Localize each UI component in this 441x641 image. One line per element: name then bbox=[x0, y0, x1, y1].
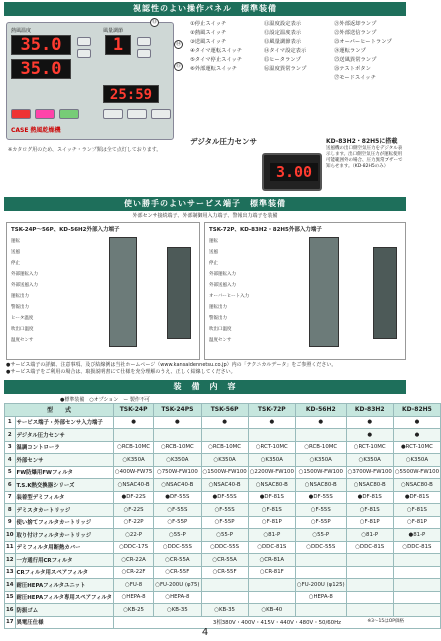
table-cell: ○DDC-81S bbox=[346, 541, 393, 554]
row-number: 15 bbox=[5, 591, 16, 604]
table-cell bbox=[393, 554, 440, 567]
table-cell bbox=[248, 429, 295, 442]
col-type-header: 型 式 bbox=[5, 404, 114, 417]
table-cell: ○CR-55F bbox=[154, 566, 201, 579]
table-cell bbox=[154, 429, 201, 442]
sensor-title: デジタル圧力センサ bbox=[190, 137, 258, 146]
stop-button[interactable] bbox=[11, 109, 31, 119]
model-header: TSK-72P bbox=[248, 404, 295, 417]
row-number: 8 bbox=[5, 504, 16, 517]
row-label: デミスタカートリッジ bbox=[15, 504, 113, 517]
table-cell: ○RCT-10MC bbox=[248, 441, 295, 454]
terminal-label: オーバーヒート入力 bbox=[209, 294, 250, 299]
terminal-block bbox=[109, 237, 137, 347]
table-cell: ○55-P bbox=[295, 529, 346, 542]
section1-title-band: 視認性のよい操作パネル 標準装備 bbox=[4, 2, 406, 16]
row-number: 10 bbox=[5, 529, 16, 542]
table-row bbox=[5, 529, 441, 542]
callout-number: ⑮ bbox=[175, 63, 181, 69]
table-cell: ○F-22S bbox=[113, 504, 153, 517]
table-cell: ○NSAC80-B bbox=[393, 479, 440, 492]
table-row bbox=[5, 541, 441, 554]
terminal-strip bbox=[373, 247, 397, 339]
table-cell bbox=[346, 591, 393, 604]
panel-brand: CASE 熱風乾燥機 bbox=[11, 127, 61, 134]
terminal-strip bbox=[167, 247, 191, 339]
table-cell: ○5500W-FW100 bbox=[393, 466, 440, 479]
table-cell: ● bbox=[346, 416, 393, 429]
table-cell: ○KB-35 bbox=[201, 604, 248, 617]
row-number: 14 bbox=[5, 579, 16, 592]
table-cell: ○KB-25 bbox=[113, 604, 153, 617]
table-cell: ○81-P bbox=[248, 529, 295, 542]
table-cell: ○DDC-55S bbox=[295, 541, 346, 554]
terminal-box-left-title: TSK-24P〜56P、KD-56H2外部入力端子 bbox=[11, 227, 120, 233]
model-header: TSK-24PS bbox=[154, 404, 201, 417]
row-number: 13 bbox=[5, 566, 16, 579]
table-cell: ○CR-81F bbox=[248, 566, 295, 579]
legend-item: ⑭タイマ設定表示 bbox=[264, 48, 307, 54]
table-note: ※3〜15はOP価格 bbox=[367, 619, 404, 624]
table-cell: ○DDC-55S bbox=[201, 541, 248, 554]
section3-title-band: 装 備 内 容 bbox=[4, 380, 406, 394]
heat-button[interactable] bbox=[35, 109, 55, 119]
table-cell: ○F-81S bbox=[346, 504, 393, 517]
wind-display: 1 bbox=[105, 35, 131, 55]
table-cell: ● bbox=[154, 416, 201, 429]
row-number: 9 bbox=[5, 516, 16, 529]
table-cell: ○NSAC80-B bbox=[295, 479, 346, 492]
up-button[interactable] bbox=[77, 37, 91, 46]
terminal-block bbox=[309, 237, 339, 347]
table-cell bbox=[248, 591, 295, 604]
table-cell: ○K350A bbox=[248, 454, 295, 467]
table-cell: ○RCB-10MC bbox=[113, 441, 153, 454]
table-cell bbox=[393, 604, 440, 617]
table-cell: ○750W-FW100 bbox=[154, 466, 201, 479]
footnote-2: ●サービス端子をご利用の場合は、取扱説明書にて仕様を充分理解のうえ、正しく結線してください。 bbox=[6, 369, 236, 375]
table-cell: ○K350A bbox=[154, 454, 201, 467]
panel-label-temp: 熱風温度 bbox=[11, 28, 32, 34]
legend-item: ㉖テストボタン bbox=[334, 66, 371, 72]
table-row bbox=[5, 416, 441, 429]
terminal-label: 警報出力 bbox=[11, 305, 29, 310]
table-cell bbox=[346, 579, 393, 592]
table-cell: ○1500W-FW100 bbox=[201, 466, 248, 479]
table-cell: ○DDC-81S bbox=[393, 541, 440, 554]
temp-display-mid: 35.0 bbox=[11, 59, 71, 79]
terminal-label: 送風 bbox=[209, 250, 218, 255]
table-row bbox=[5, 566, 441, 579]
sensor-display: 3.00 bbox=[270, 163, 318, 181]
table-row bbox=[5, 466, 441, 479]
row-label: デジタル圧力センサ bbox=[15, 429, 113, 442]
table-cell: ● bbox=[248, 416, 295, 429]
table-cell: ○K350A bbox=[113, 454, 153, 467]
table-cell: ○CR-55F bbox=[201, 566, 248, 579]
table-cell bbox=[393, 591, 440, 604]
timer-stop-button[interactable] bbox=[127, 109, 147, 119]
table-cell: ○CR-55A bbox=[154, 554, 201, 567]
terminal-labels-right bbox=[209, 239, 307, 349]
legend-item: ㉓オーバーヒートランプ bbox=[334, 39, 392, 45]
row-label: 耐圧HEPAフィルタ専用スペアフィルタ bbox=[15, 591, 113, 604]
table-cell: ○DDC-81S bbox=[248, 541, 295, 554]
equipment-table bbox=[4, 403, 441, 629]
table-cell: 3相380V・400V・415V・440V・480V・50/60Hz bbox=[113, 616, 440, 629]
table-cell: ○22-P bbox=[113, 529, 153, 542]
control-panel-illustration bbox=[6, 22, 174, 140]
table-cell bbox=[295, 604, 346, 617]
row-label: CRフィルタ用スペアフィルタ bbox=[15, 566, 113, 579]
wind-up-button[interactable] bbox=[137, 37, 151, 46]
table-cell: ○F-55P bbox=[295, 516, 346, 529]
table-cell bbox=[201, 429, 248, 442]
row-number: 7 bbox=[5, 491, 16, 504]
table-cell: ○CR-22A bbox=[113, 554, 153, 567]
table-cell: ○F-81S bbox=[248, 504, 295, 517]
table-cell: ○F-22P bbox=[113, 516, 153, 529]
legend-item: ①停止スイッチ bbox=[190, 21, 227, 27]
table-cell: ○55-P bbox=[154, 529, 201, 542]
table-cell bbox=[346, 566, 393, 579]
legend-item: ㉗モードスイッチ bbox=[334, 75, 376, 81]
legend-item: ㉔運転ランプ bbox=[334, 48, 366, 54]
table-cell bbox=[201, 591, 248, 604]
table-cell: ○NSAC80-B bbox=[346, 479, 393, 492]
terminal-label: 運転出力 bbox=[209, 305, 227, 310]
terminal-label: 温度センサ bbox=[11, 338, 34, 343]
legend-item: ⑫設定温度表示 bbox=[264, 30, 302, 36]
terminal-label: 送風 bbox=[11, 250, 20, 255]
table-cell: ○RCB-10MC bbox=[201, 441, 248, 454]
table-row bbox=[5, 604, 441, 617]
temp-display-top: 35.0 bbox=[11, 35, 71, 55]
legend-item: ⑥外部運転スイッチ bbox=[190, 66, 237, 72]
table-cell: ○K350A bbox=[393, 454, 440, 467]
table-cell: ○F-55P bbox=[201, 516, 248, 529]
footnote-1: ●サービス端子の詳細、注意事項、及び結線例は当社ホームページ（www.kansaidennetsu.co.jp）内の「テクニカルデータ」をご参照ください。 bbox=[6, 362, 337, 368]
legend-item: ⑮ヒータランプ bbox=[264, 57, 301, 63]
terminal-label: ヒータ温度 bbox=[11, 316, 34, 321]
table-row bbox=[5, 554, 441, 567]
table-cell: ○NSAC80-B bbox=[248, 479, 295, 492]
table-cell bbox=[346, 604, 393, 617]
table-row bbox=[5, 579, 441, 592]
table-cell: ○F-81P bbox=[248, 516, 295, 529]
row-number: 11 bbox=[5, 541, 16, 554]
row-label: 防振ゴム bbox=[15, 604, 113, 617]
terminal-label: 運転 bbox=[209, 239, 218, 244]
table-cell: ○NSAC40-B bbox=[113, 479, 153, 492]
table-cell: ○F-55S bbox=[154, 504, 201, 517]
table-cell: ○3700W-FW100 bbox=[346, 466, 393, 479]
table-cell: ○CR-81A bbox=[248, 554, 295, 567]
section2-footnotes bbox=[6, 362, 406, 376]
table-row bbox=[5, 491, 441, 504]
table-cell: ○RCT-10MC bbox=[346, 441, 393, 454]
table-cell: ○F-81P bbox=[346, 516, 393, 529]
table-cell: ○HEPA-8 bbox=[113, 591, 153, 604]
legend-item: ㉕送風異常ランプ bbox=[334, 57, 377, 63]
table-cell: ○FU-8 bbox=[113, 579, 153, 592]
terminal-box-left bbox=[6, 222, 200, 360]
table-cell: ○2200W-FW100 bbox=[248, 466, 295, 479]
legend-item: ⑪温度設定表示 bbox=[264, 21, 302, 27]
terminal-label: 停止 bbox=[209, 261, 218, 266]
legend-item: ⑬風量調節表示 bbox=[264, 39, 302, 45]
row-label: 一方通行用CRフィルタ bbox=[15, 554, 113, 567]
down-button[interactable] bbox=[77, 49, 91, 58]
table-cell: ○HEPA-8 bbox=[154, 591, 201, 604]
model-header: KD-56H2 bbox=[295, 404, 346, 417]
table-cell: ○RCB-10MC bbox=[295, 441, 346, 454]
table-cell: ● bbox=[393, 429, 440, 442]
row-label: デミフィルタ用断熱カバー bbox=[15, 541, 113, 554]
table-cell: ● bbox=[295, 416, 346, 429]
table-cell bbox=[393, 579, 440, 592]
callout-number: ⑭ bbox=[175, 41, 181, 47]
terminal-label: 吹出口温度 bbox=[209, 327, 232, 332]
row-number: 12 bbox=[5, 554, 16, 567]
row-label: 温調コントローラ bbox=[15, 441, 113, 454]
table-cell bbox=[346, 554, 393, 567]
table-cell bbox=[295, 566, 346, 579]
legend-item: ㉒外部送信ランプ bbox=[334, 30, 377, 36]
table-cell: ○NSAC40-B bbox=[201, 479, 248, 492]
table-cell: ●DF-55S bbox=[154, 491, 201, 504]
row-label: 装着型デミフィルタ bbox=[15, 491, 113, 504]
table-cell: ●DF-55S bbox=[295, 491, 346, 504]
table-row bbox=[5, 441, 441, 454]
table-cell: ○F-81P bbox=[393, 516, 440, 529]
legend-item: ㉑外部返却ランプ bbox=[334, 21, 377, 27]
table-cell: ●DF-81S bbox=[346, 491, 393, 504]
table-cell: ○F-55P bbox=[154, 516, 201, 529]
table-cell: ○K350A bbox=[295, 454, 346, 467]
sensor-desc: 送風機の出口側空気圧力をデジタル表示します。出口側空気圧力が運転使用可能範囲外の場合、圧力異常ブザーで知らせます。（KD-82H5のみ） bbox=[326, 146, 403, 169]
table-cell: ○KB-40 bbox=[248, 604, 295, 617]
table-cell: ○81-P bbox=[346, 529, 393, 542]
sensor-model: KD-83H2・82H5に搭載 bbox=[326, 138, 398, 145]
row-label: 異電圧仕様 bbox=[15, 616, 113, 629]
legend-item: ⑯温度異常ランプ bbox=[264, 66, 307, 72]
terminal-label: 運転 bbox=[11, 239, 20, 244]
table-cell: ● bbox=[346, 429, 393, 442]
table-cell: ○NSAC40-B bbox=[154, 479, 201, 492]
panel-note: ※カタログ用のため、スイッチ・ランプ類は全て点灯しております。 bbox=[8, 147, 162, 153]
table-cell: ○F-55S bbox=[201, 504, 248, 517]
row-number: 2 bbox=[5, 429, 16, 442]
table-cell: ● bbox=[113, 416, 153, 429]
table-cell: ○CR-22F bbox=[113, 566, 153, 579]
table-cell: ○55-P bbox=[201, 529, 248, 542]
legend-item: ②熱風スイッチ bbox=[190, 30, 227, 36]
terminal-box-right bbox=[204, 222, 406, 360]
table-cell: ●81-P bbox=[393, 529, 440, 542]
row-number: 1 bbox=[5, 416, 16, 429]
terminal-label: 吹出口温度 bbox=[11, 327, 34, 332]
table-cell: ● bbox=[393, 416, 440, 429]
model-header: KD-82H5 bbox=[393, 404, 440, 417]
wind-down-button[interactable] bbox=[137, 49, 151, 58]
table-cell bbox=[295, 429, 346, 442]
table-row bbox=[5, 516, 441, 529]
terminal-label: 外部運転入力 bbox=[209, 272, 236, 277]
row-number: 6 bbox=[5, 479, 16, 492]
row-number: 16 bbox=[5, 604, 16, 617]
row-label: 取り付けフィルタカートリッジ bbox=[15, 529, 113, 542]
row-label: T.S.K熱交換器シリーズ bbox=[15, 479, 113, 492]
model-header: KD-83H2 bbox=[346, 404, 393, 417]
table-cell: ○400W-FW75 bbox=[113, 466, 153, 479]
row-number: 17 bbox=[5, 616, 16, 629]
terminal-label: 運転出力 bbox=[11, 294, 29, 299]
table-cell: ○FU-200U (φ125) bbox=[295, 579, 346, 592]
row-label: 耐圧HEPAフィルタユニット bbox=[15, 579, 113, 592]
terminal-label: 警報出力 bbox=[209, 316, 227, 321]
table-cell: ○K350A bbox=[346, 454, 393, 467]
table-cell bbox=[201, 579, 248, 592]
table-cell: ○FU-200U (φ75) bbox=[154, 579, 201, 592]
table-cell: ○1500W-FW100 bbox=[295, 466, 346, 479]
row-label: 使い捨てフィルタカートリッジ bbox=[15, 516, 113, 529]
model-header: TSK-24P bbox=[113, 404, 153, 417]
table-row bbox=[5, 591, 441, 604]
panel-label-wind: 風量調節 bbox=[103, 28, 124, 34]
section2-title-band: 使い勝手のよいサービス端子 標準装備 bbox=[4, 197, 406, 211]
table-cell: ○HEPA-8 bbox=[295, 591, 346, 604]
legend-item: ③送風スイッチ bbox=[190, 39, 227, 45]
table-row bbox=[5, 429, 441, 442]
terminal-label: 外部送風入力 bbox=[209, 283, 236, 288]
row-label: 外部センサ bbox=[15, 454, 113, 467]
section2-subtitle: 外部センサ接続端子、外部制御用入力端子、警報出力端子を装備 bbox=[132, 213, 278, 219]
table-cell: ○F-55S bbox=[295, 504, 346, 517]
row-number: 5 bbox=[5, 466, 16, 479]
external-run-button[interactable] bbox=[151, 109, 171, 119]
row-label: FW防爆用FWフィルタ bbox=[15, 466, 113, 479]
legend-item: ⑤タイマ停止スイッチ bbox=[190, 57, 243, 63]
table-cell: ○K350A bbox=[201, 454, 248, 467]
legend-item: ④タイマ運転スイッチ bbox=[190, 48, 243, 54]
callout-number: ⑬ bbox=[151, 19, 157, 25]
terminal-label: 温度センサ bbox=[209, 338, 232, 343]
timer-run-button[interactable] bbox=[103, 109, 123, 119]
table-cell bbox=[295, 554, 346, 567]
row-number: 3 bbox=[5, 441, 16, 454]
fan-button[interactable] bbox=[59, 109, 79, 119]
legend-column bbox=[334, 20, 406, 83]
table-cell: ●DF-55S bbox=[201, 491, 248, 504]
table-cell bbox=[113, 429, 153, 442]
table-row bbox=[5, 454, 441, 467]
page-number: 4 bbox=[201, 627, 209, 638]
table-cell: ●RCT-10MC bbox=[393, 441, 440, 454]
table-cell: ○DDC-55S bbox=[154, 541, 201, 554]
row-label: サービス端子・外部センサ入力端子 bbox=[15, 416, 113, 429]
table-cell: ○KB-35 bbox=[154, 604, 201, 617]
table-cell: ●DF-22S bbox=[113, 491, 153, 504]
terminal-box-right-title: TSK-72P、KD-83H2・82H5外部入力端子 bbox=[209, 227, 322, 233]
table-row bbox=[5, 504, 441, 517]
table-row bbox=[5, 479, 441, 492]
terminal-labels-left bbox=[11, 239, 107, 349]
table-cell bbox=[248, 579, 295, 592]
row-number: 4 bbox=[5, 454, 16, 467]
model-header: TSK-56P bbox=[201, 404, 248, 417]
table-cell: ○F-81S bbox=[393, 504, 440, 517]
table-cell: ● bbox=[201, 416, 248, 429]
table-cell: ○CR-55A bbox=[201, 554, 248, 567]
table-legend: ●標準装備 ○オプション ー 製作不可 bbox=[60, 397, 150, 403]
table-cell: ●DF-81S bbox=[248, 491, 295, 504]
pressure-sensor-illustration bbox=[262, 153, 322, 191]
table-cell bbox=[393, 566, 440, 579]
terminal-label: 停止 bbox=[11, 261, 20, 266]
table-cell: ○DDC-17S bbox=[113, 541, 153, 554]
terminal-label: 外部送風入力 bbox=[11, 283, 38, 288]
table-cell: ●DF-81S bbox=[393, 491, 440, 504]
timer-display: 25:59 bbox=[103, 85, 159, 103]
table-cell: ○RCB-10MC bbox=[154, 441, 201, 454]
terminal-label: 外部運転入力 bbox=[11, 272, 38, 277]
